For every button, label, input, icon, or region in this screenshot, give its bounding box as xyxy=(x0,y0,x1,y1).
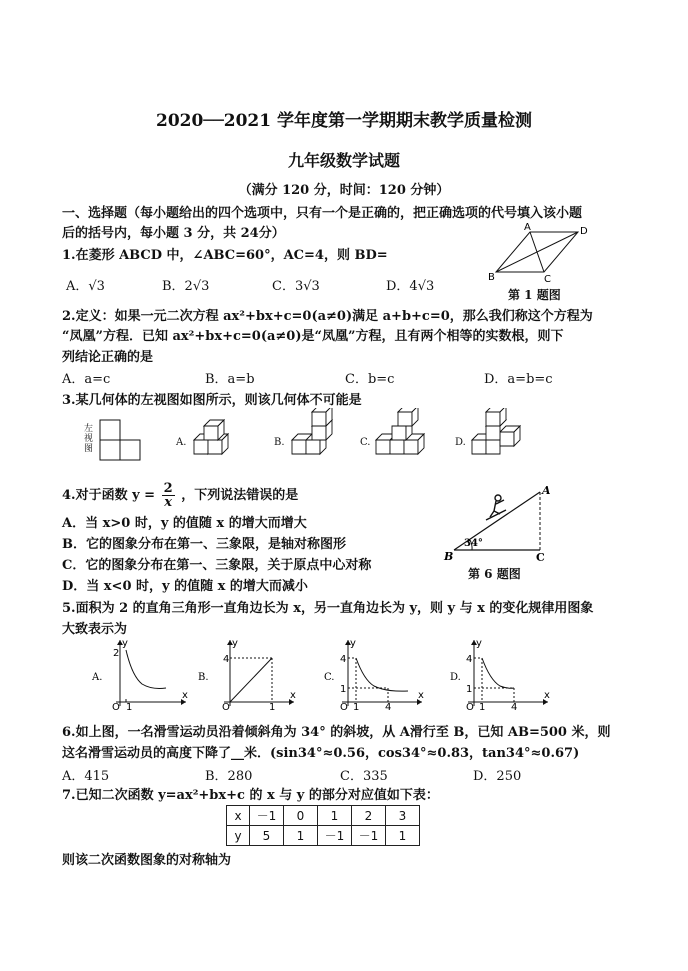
slope-label-b: B xyxy=(444,550,454,563)
section-heading-line2: 后的括号内，每小题 3 分，共 24分） xyxy=(62,226,285,241)
q5-graph-a xyxy=(86,636,190,710)
graph-d-tick-x2: 4 xyxy=(511,702,518,710)
graph-d-axis-y: y xyxy=(476,638,482,649)
q1-option-c: C．3√3 xyxy=(272,279,320,294)
graph-c-tick-y: 4 xyxy=(340,654,347,665)
graph-a-tick-y: 2 xyxy=(113,648,120,659)
rhombus-label-c: C xyxy=(544,274,551,284)
graph-c-axis-x: x xyxy=(418,690,424,701)
graph-c-tick-y2: 1 xyxy=(340,684,347,695)
slope-label-c: C xyxy=(536,551,545,564)
q5-graph-d xyxy=(444,636,554,710)
q1-stem: 1.在菱形 ABCD 中，∠ABC=60°，AC=4，则 BD= xyxy=(62,248,388,263)
q6-option-c: C．335 xyxy=(340,769,388,784)
graph-c-tick-x2: 4 xyxy=(385,702,392,710)
q4-stem-pre: 4.对于函数 y = xyxy=(62,488,156,503)
left-view-label: 左视图 xyxy=(84,424,94,454)
q3-option-d: D. xyxy=(455,437,466,448)
q2-line2: “凤凰”方程．已知 ax²+bx+c=0(a≠0)是“凤凰”方程，且有两个相等的实数根，则下 xyxy=(62,329,564,344)
q2-option-c: C．b=c xyxy=(345,372,395,387)
q2-line3: 列结论正确的是 xyxy=(62,350,154,365)
graph-b-tick-y: 4 xyxy=(223,654,230,665)
rhombus-label-a: A xyxy=(524,222,531,233)
table-cell: 3 xyxy=(386,806,420,826)
q6-line1: 6.如上图，一名滑雪运动员沿着倾斜角为 34° 的斜坡，从 A滑行至 B，已知 AB=500 米，则 xyxy=(62,725,611,740)
graph-d-tick-x: 1 xyxy=(479,702,486,710)
q2-line1: 2.定义：如果一元二次方程 ax²+bx+c=0(a≠0)满足 a+b+c=0，那么我们称这个方程为 xyxy=(62,309,593,324)
q5-line1: 5.面积为 2 的直角三角形一直角边长为 x，另一直角边长为 y，则 y 与 x 的变化规律用图象 xyxy=(62,601,594,616)
graph-b-letter: B. xyxy=(198,672,209,683)
q3-option-b: B. xyxy=(274,437,285,448)
left-view-figure xyxy=(98,418,144,464)
graph-a-axis-y: y xyxy=(122,638,128,649)
q7-stem: 7.已知二次函数 y=ax²+bx+c 的 x 与 y 的部分对应值如下表： xyxy=(62,788,439,803)
table-row-y xyxy=(227,826,420,846)
q3-option-a: A. xyxy=(176,437,187,448)
q6-option-a: A．415 xyxy=(62,769,110,784)
table-cell: 5 xyxy=(250,826,284,846)
graph-a-origin: O xyxy=(112,702,120,710)
q4-frac-den: x xyxy=(164,495,173,510)
q4-option-d: D．当 x<0 时，y 的值随 x 的增大而减小 xyxy=(62,579,308,594)
exam-info: （满分 120 分，时间：120 分钟） xyxy=(238,183,450,198)
q2-option-a: A．a=c xyxy=(62,372,111,387)
graph-b-origin: O xyxy=(222,702,230,710)
graph-d-letter: D. xyxy=(450,672,461,683)
graph-d-tick-y2: 1 xyxy=(466,684,473,695)
slope-angle: 34° xyxy=(464,538,483,549)
q1-option-d: D．4√3 xyxy=(386,279,435,294)
table-row-x xyxy=(227,806,420,826)
slope-figure xyxy=(442,484,562,564)
q7-value-table xyxy=(226,805,420,846)
q4-option-c: C．它的图象分布在第一、三象限，关于原点中心对称 xyxy=(62,558,372,573)
graph-d-origin: O xyxy=(466,702,474,710)
table-cell: x xyxy=(227,806,250,826)
q4-option-a: A．当 x>0 时，y 的值随 x 的增大而增大 xyxy=(62,516,307,531)
q1-option-b: B．2√3 xyxy=(162,279,210,294)
graph-a-letter: A. xyxy=(92,672,103,683)
table-cell: 1 xyxy=(284,826,318,846)
section-heading-line1: 一、选择题（每小题给出的四个选项中，只有一个是正确的，把正确选项的代号填入该小题 xyxy=(62,206,583,221)
table-cell: 2 xyxy=(352,806,386,826)
table-cell: 0 xyxy=(284,806,318,826)
table-cell: 1 xyxy=(386,826,420,846)
q2-option-b: B．a=b xyxy=(205,372,255,387)
q3-stem: 3.某几何体的左视图如图所示，则该几何体不可能是 xyxy=(62,393,362,408)
q6-option-d: D．250 xyxy=(473,769,522,784)
q6-option-b: B．280 xyxy=(205,769,253,784)
exam-subtitle: 九年级数学试题 xyxy=(287,151,400,170)
graph-c-origin: O xyxy=(340,702,348,710)
graph-b-axis-y: y xyxy=(232,638,238,649)
graph-a-axis-x: x xyxy=(182,690,188,701)
q3-cubes-a xyxy=(190,414,242,466)
table-cell: －1 xyxy=(352,826,386,846)
table-cell: 1 xyxy=(318,806,352,826)
table-cell: －1 xyxy=(318,826,352,846)
q6-line2: 这名滑雪运动员的高度下降了__米．(sin34°≈0.56，cos34°≈0.83，tan34°≈0.67) xyxy=(62,746,580,761)
q4-fraction xyxy=(162,482,175,509)
graph-a-tick-x: 1 xyxy=(126,702,133,710)
graph-c-axis-y: y xyxy=(350,638,356,649)
rhombus-label-d: D xyxy=(580,226,588,237)
q4-stem xyxy=(62,482,298,509)
q7-tail: 则该二次函数图象的对称轴为 xyxy=(62,853,232,868)
exam-title: 2020──2021 学年度第一学期期末教学质量检测 xyxy=(155,111,533,131)
q3-cubes-b xyxy=(288,408,344,466)
slope-label-a: A xyxy=(542,484,551,497)
q5-graph-b xyxy=(196,636,300,710)
table-cell: y xyxy=(227,826,250,846)
graph-d-axis-x: x xyxy=(544,690,550,701)
q6-figure-caption: 第 6 题图 xyxy=(468,567,521,581)
q3-cubes-c xyxy=(372,408,436,466)
q4-frac-num: 2 xyxy=(163,481,173,496)
graph-b-axis-x: x xyxy=(290,690,296,701)
q4-option-b: B．它的图象分布在第一、三象限，是轴对称图形 xyxy=(62,537,346,552)
graph-c-tick-x: 1 xyxy=(353,702,360,710)
q5-line2: 大致表示为 xyxy=(62,622,128,637)
q3-cubes-d xyxy=(468,408,528,466)
q3-option-c: C. xyxy=(360,437,371,448)
q5-graph-c xyxy=(318,636,428,710)
q4-stem-post: ，下列说法错误的是 xyxy=(181,488,299,503)
graph-d-tick-y: 4 xyxy=(466,654,473,665)
q1-figure-caption: 第 1 题图 xyxy=(508,288,561,302)
graph-c-letter: C. xyxy=(324,672,335,683)
q2-option-d: D．a=b=c xyxy=(484,372,553,387)
rhombus-figure xyxy=(488,222,588,284)
graph-b-tick-x: 1 xyxy=(269,702,276,710)
table-cell: －1 xyxy=(250,806,284,826)
rhombus-label-b: B xyxy=(488,272,495,283)
q1-option-a: A．√3 xyxy=(66,279,105,294)
